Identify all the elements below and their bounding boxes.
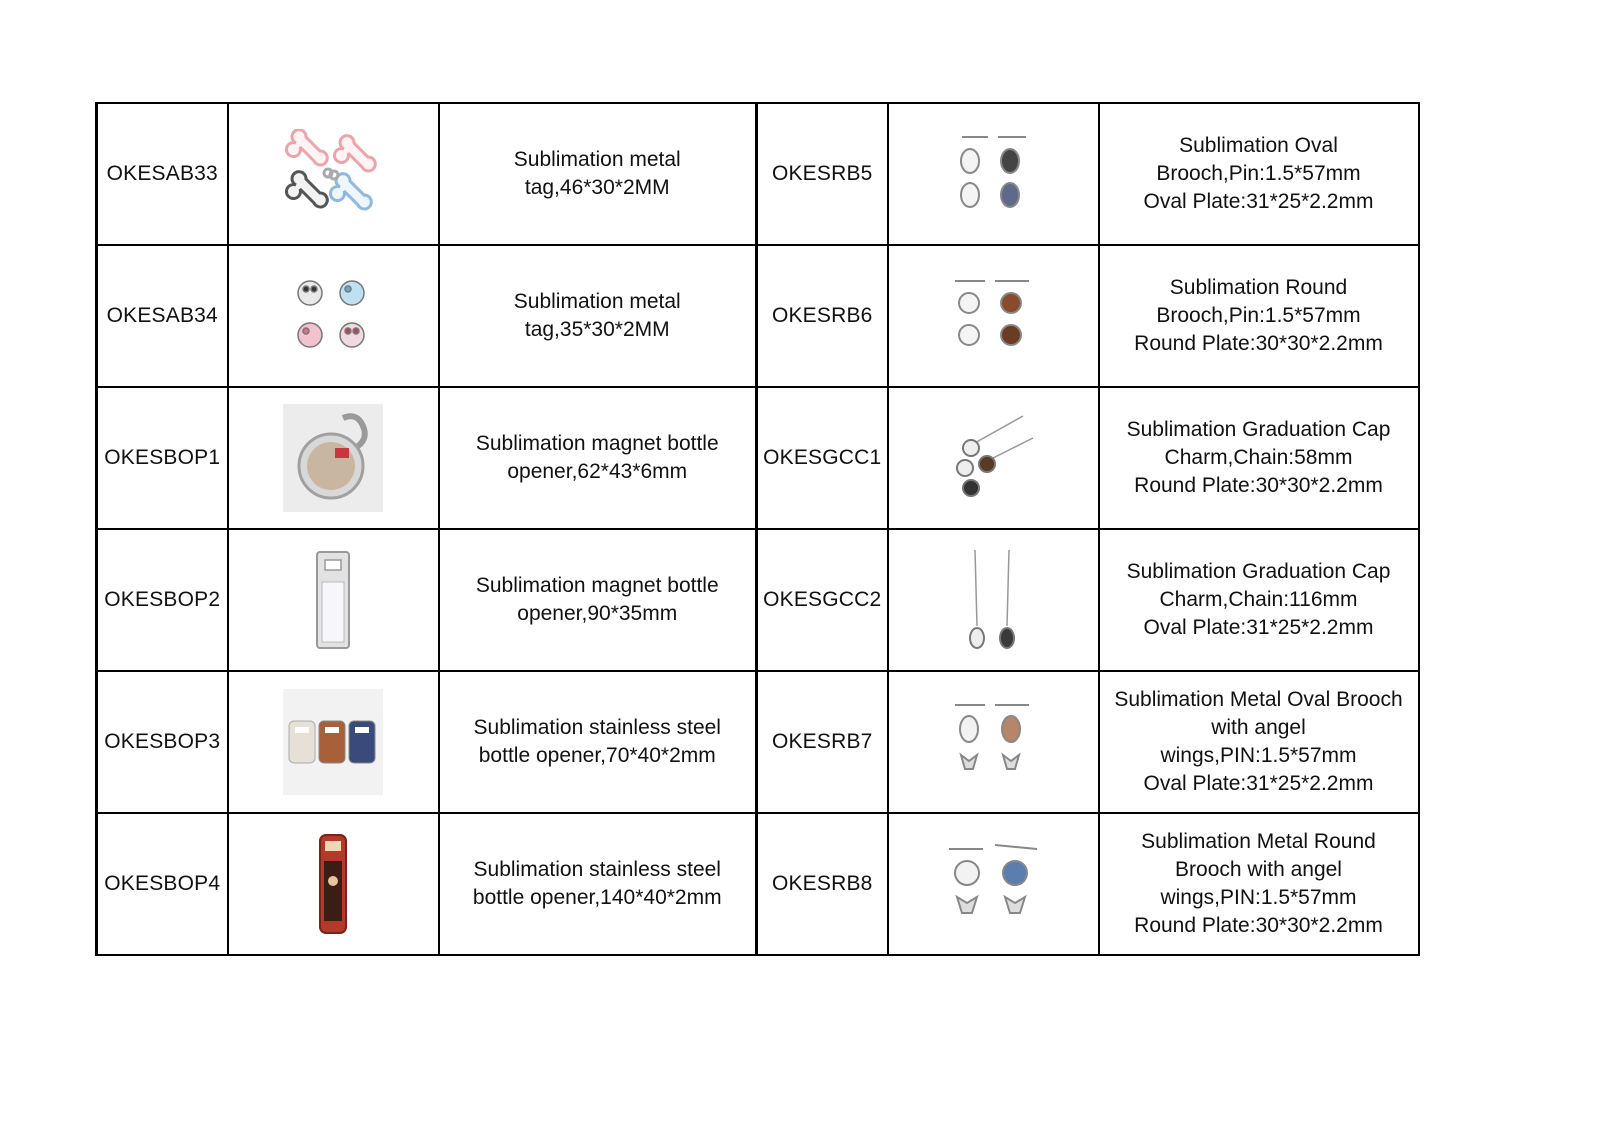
product-image-cell bbox=[228, 529, 439, 671]
product-description bbox=[1099, 529, 1419, 671]
product-code-cell: OKESBOP3 bbox=[97, 671, 228, 813]
description-line: with angel bbox=[1211, 716, 1306, 739]
product-code-cell: OKESBOP2 bbox=[97, 529, 228, 671]
description-line: Sublimation Oval bbox=[1179, 134, 1338, 157]
product-description bbox=[439, 813, 757, 955]
description-line: opener,62*43*6mm bbox=[507, 460, 688, 483]
product-code-cell: OKESRB7 bbox=[757, 671, 888, 813]
product-description bbox=[1099, 103, 1419, 245]
graduation-charm-oval-photo bbox=[953, 546, 1033, 654]
description-line: wings,PIN:1.5*57mm bbox=[1160, 744, 1357, 767]
description-line: Sublimation Graduation Cap bbox=[1126, 418, 1391, 441]
product-description bbox=[439, 671, 757, 813]
description-line: Sublimation magnet bottle bbox=[475, 432, 719, 455]
description-line: wings,PIN:1.5*57mm bbox=[1160, 886, 1357, 909]
product-image-cell bbox=[888, 671, 1099, 813]
description-line: bottle opener,140*40*2mm bbox=[472, 886, 722, 909]
description-line: tag,46*30*2MM bbox=[524, 176, 670, 199]
product-code-cell: OKESBOP4 bbox=[97, 813, 228, 955]
rectangular-bottle-opener-photo bbox=[303, 548, 363, 652]
bone-tag-photo bbox=[278, 129, 388, 219]
long-bottle-opener-photo bbox=[308, 831, 358, 937]
product-description bbox=[439, 529, 757, 671]
product-image-cell bbox=[888, 529, 1099, 671]
table-row bbox=[97, 529, 1419, 671]
product-description bbox=[1099, 245, 1419, 387]
description-line: Sublimation Metal Round bbox=[1141, 830, 1376, 853]
paw-tag-photo bbox=[288, 271, 378, 361]
description-line: Sublimation stainless steel bbox=[473, 858, 721, 881]
description-line: Oval Plate:31*25*2.2mm bbox=[1143, 190, 1374, 213]
magnet-bottle-opener-photo bbox=[283, 404, 383, 512]
product-code-cell: OKESRB6 bbox=[757, 245, 888, 387]
stainless-bottle-openers-photo bbox=[283, 689, 383, 795]
product-description bbox=[439, 245, 757, 387]
product-image-cell bbox=[228, 813, 439, 955]
description-line: Sublimation Graduation Cap bbox=[1126, 560, 1391, 583]
description-line: Sublimation Metal Oval Brooch bbox=[1114, 688, 1403, 711]
product-image-cell bbox=[228, 245, 439, 387]
description-line: Round Plate:30*30*2.2mm bbox=[1134, 474, 1383, 497]
product-code-cell: OKESRB8 bbox=[757, 813, 888, 955]
product-image-cell bbox=[228, 387, 439, 529]
description-line: Round Plate:30*30*2.2mm bbox=[1134, 914, 1383, 937]
description-line: Oval Plate:31*25*2.2mm bbox=[1143, 772, 1374, 795]
product-image-cell bbox=[888, 387, 1099, 529]
product-code-cell: OKESRB5 bbox=[757, 103, 888, 245]
product-code-cell: OKESGCC2 bbox=[757, 529, 888, 671]
round-angel-brooch-photo bbox=[941, 839, 1045, 929]
description-line: Sublimation stainless steel bbox=[473, 716, 721, 739]
description-line: tag,35*30*2MM bbox=[524, 318, 670, 341]
product-description bbox=[1099, 671, 1419, 813]
product-description bbox=[1099, 813, 1419, 955]
product-code-cell: OKESAB34 bbox=[97, 245, 228, 387]
product-code-cell: OKESGCC1 bbox=[757, 387, 888, 529]
description-line: Sublimation metal bbox=[513, 290, 681, 313]
description-line: Brooch,Pin:1.5*57mm bbox=[1156, 162, 1361, 185]
table-row bbox=[97, 671, 1419, 813]
product-description bbox=[1099, 387, 1419, 529]
description-line: bottle opener,70*40*2mm bbox=[478, 744, 716, 767]
description-line: Charm,Chain:58mm bbox=[1164, 446, 1353, 469]
description-line: opener,90*35mm bbox=[517, 602, 678, 625]
description-line: Sublimation magnet bottle bbox=[475, 574, 719, 597]
table-row bbox=[97, 103, 1419, 245]
description-line: Sublimation metal bbox=[513, 148, 681, 171]
description-line: Charm,Chain:116mm bbox=[1159, 588, 1358, 611]
product-image-cell bbox=[228, 671, 439, 813]
description-line: Round Plate:30*30*2.2mm bbox=[1134, 332, 1383, 355]
description-line: Brooch,Pin:1.5*57mm bbox=[1156, 304, 1361, 327]
table-row bbox=[97, 245, 1419, 387]
description-line: Oval Plate:31*25*2.2mm bbox=[1143, 616, 1374, 639]
table-row bbox=[97, 387, 1419, 529]
product-image-cell bbox=[888, 103, 1099, 245]
product-code-cell: OKESBOP1 bbox=[97, 387, 228, 529]
oval-brooch-photo bbox=[948, 131, 1038, 217]
table-row bbox=[97, 813, 1419, 955]
description-line: Brooch with angel bbox=[1175, 858, 1342, 881]
product-table bbox=[95, 102, 1420, 956]
round-brooch-photo bbox=[943, 273, 1043, 359]
oval-angel-brooch-photo bbox=[945, 697, 1041, 787]
description-line: Sublimation Round bbox=[1169, 276, 1348, 299]
graduation-charm-round-photo bbox=[943, 410, 1043, 506]
product-image-cell bbox=[888, 813, 1099, 955]
product-image-cell bbox=[888, 245, 1099, 387]
product-image-cell bbox=[228, 103, 439, 245]
product-description bbox=[439, 387, 757, 529]
product-description bbox=[439, 103, 757, 245]
product-code-cell: OKESAB33 bbox=[97, 103, 228, 245]
